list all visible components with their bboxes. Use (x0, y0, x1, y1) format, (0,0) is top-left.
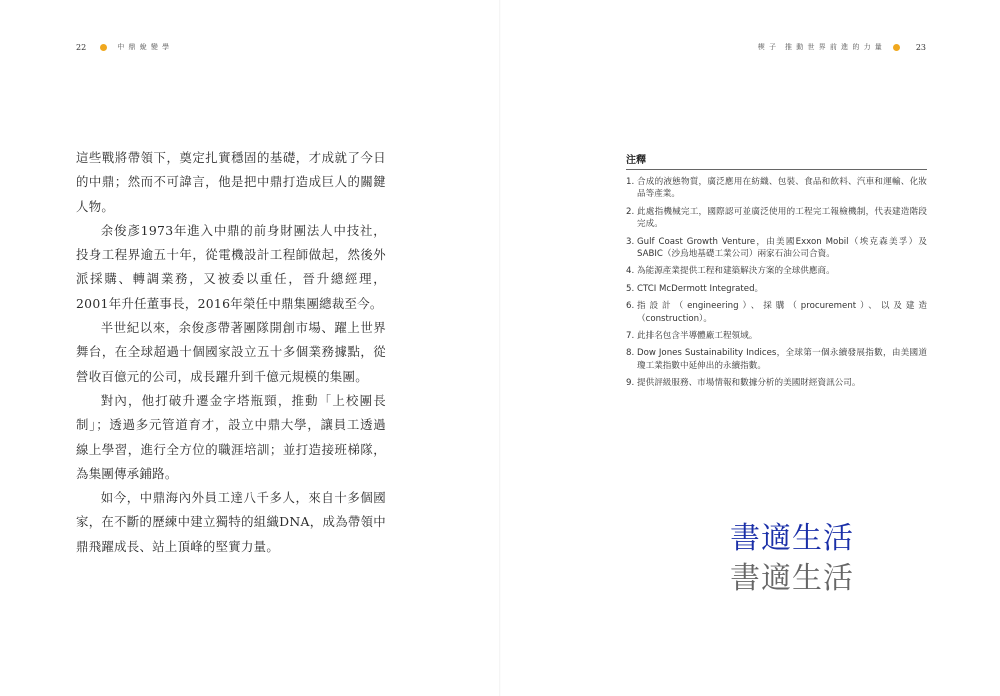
left-page-body (76, 146, 386, 559)
watermark-secondary: 書適生活 (730, 561, 854, 596)
note-number: 5. (626, 283, 635, 294)
note-item (626, 347, 927, 372)
note-text: Dow Jones Sustainability Indices，全球第一個永續發展指數，由美國道瓊工業指數中延伸出的永續指數。 (637, 348, 927, 371)
note-text: 合成的液態物質，廣泛應用在紡織、包裝、食品和飲料、汽車和運輸、化妝品等產業。 (637, 177, 927, 200)
left-page-number: 22 (76, 42, 87, 52)
right-page-header (758, 40, 926, 54)
note-item (626, 265, 927, 277)
left-running-title: 中 鼎 蛻 變 學 (117, 43, 171, 51)
notes-title: 注釋 (626, 151, 927, 170)
note-item (626, 236, 927, 261)
header-dot-icon (100, 44, 107, 51)
left-page-header (76, 40, 170, 54)
note-item (626, 330, 927, 342)
note-text: 此排名包含半導體廠工程領域。 (637, 331, 758, 342)
note-text: 為能源產業提供工程和建築解決方案的全球供應商。 (637, 266, 835, 277)
right-page-number: 23 (915, 42, 926, 52)
right-running-title: 楔 子 推 動 世 界 前 進 的 力 量 (757, 43, 883, 51)
body-paragraph: 對內，他打破升遷金字塔瓶頸，推動「上校團長制」；透過多元管道育才，設立中鼎大學，讓員工透過線上學習，進行全方位的職涯培訓；並打造接班梯隊，為集團傳承鋪路。 (76, 392, 386, 481)
body-paragraph: 這些戰將帶領下，奠定扎實穩固的基礎，才成就了今日的中鼎；然而不可諱言，他是把中鼎打造成巨人的關鍵人物。 (76, 150, 386, 214)
note-number: 8. (626, 348, 635, 359)
note-item (626, 176, 927, 201)
note-number: 7. (626, 331, 635, 342)
page-gutter (499, 0, 501, 696)
note-number: 4. (626, 266, 635, 277)
note-text: Gulf Coast Growth Venture，由美國Exxon Mobil（埃克森美孚）及SABIC（沙烏地基礎工業公司）兩家石油公司合資。 (637, 236, 927, 260)
notes-list (626, 176, 927, 390)
note-number: 2. (626, 206, 635, 217)
note-number: 9. (626, 378, 635, 389)
note-number: 3. (626, 236, 635, 247)
note-item (626, 206, 927, 231)
note-text: 此處指機械完工，國際認可並廣泛使用的工程完工報檢機制，代表建造階段完成。 (637, 206, 927, 230)
note-item (626, 283, 927, 295)
body-paragraph: 半世紀以來，余俊彥帶著團隊開創市場、躍上世界舞台，在全球超過十個國家設立五十多個業務據點，從營收百億元的公司，成長躍升到千億元規模的集團。 (76, 320, 386, 384)
note-item (626, 377, 927, 389)
note-text: 提供評級服務、市場情報和數據分析的美國財經資訊公司。 (637, 378, 861, 389)
body-paragraph: 如今，中鼎海內外員工達八千多人，來自十多個國家，在不斷的歷練中建立獨特的組織DNA，成為帶領中鼎飛躍成長、站上頂峰的堅實力量。 (76, 490, 386, 554)
body-paragraph: 余俊彥1973年進入中鼎的前身財團法人中技社，投身工程界逾五十年，從電機設計工程師做起，然後外派採購、轉調業務，又被委以重任，晉升總經理，2001年升任董事長，2016年榮任中鼎集團總裁至今。 (76, 222, 386, 311)
note-text: 指設計（engineering）、採購（procurement）、以及建造（construction）。 (637, 301, 927, 324)
note-text: CTCI McDermott Integrated。 (637, 283, 764, 294)
watermark-primary: 書適生活 (730, 521, 854, 556)
note-item (626, 300, 927, 325)
notes-section (626, 151, 927, 395)
note-number: 1. (626, 177, 635, 187)
note-number: 6. (626, 301, 635, 312)
header-dot-icon (893, 44, 900, 51)
